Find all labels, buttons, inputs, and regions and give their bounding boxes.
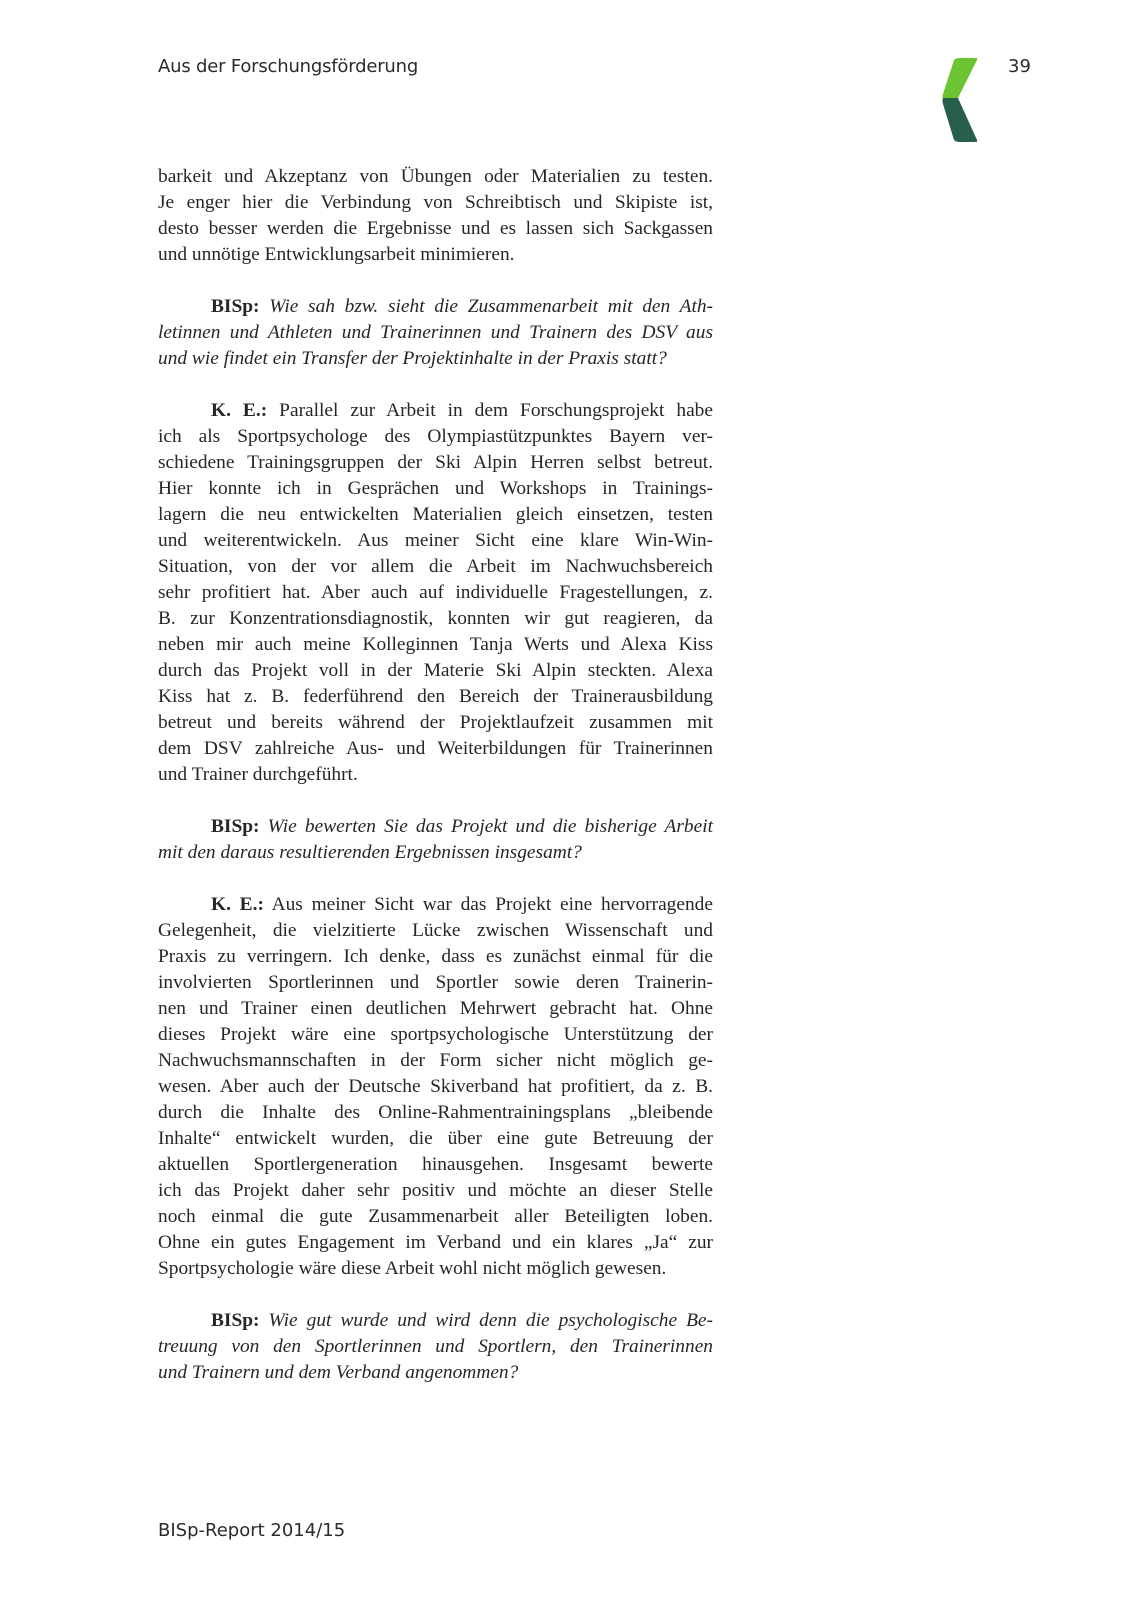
question-text: und wie findet ein Transfer der Projektinhalte in der Praxis statt? <box>158 348 667 369</box>
text-line <box>158 1152 713 1178</box>
speaker-label: BISp: <box>211 816 260 837</box>
question-text: mit den daraus resultierenden Ergebnissen insgesamt? <box>158 842 582 863</box>
answer-text: Gelegenheit, die vielzitierte Lücke zwischen Wissenschaft und <box>158 920 713 941</box>
answer-text: Je enger hier die Verbindung von Schreibtisch und Skipiste ist, <box>158 192 713 213</box>
answer-text: durch die Inhalte des Online-Rahmentrainingsplans „bleibende <box>158 1102 713 1123</box>
question-text: Wie gut wurde und wird denn die psychologische Be- <box>268 1310 713 1331</box>
answer-text: lagern die neu entwickelten Materialien gleich einsetzen, testen <box>158 504 713 525</box>
text-line <box>158 424 713 450</box>
answer-text: Parallel zur Arbeit in dem Forschungsprojekt habe <box>279 400 713 421</box>
text-line <box>158 1100 713 1126</box>
answer-text: Praxis zu verringern. Ich denke, dass es zunächst einmal für die <box>158 946 713 967</box>
text-line <box>158 580 713 606</box>
answer-text: Aus meiner Sicht war das Projekt eine hervorragende <box>271 894 713 915</box>
text-line <box>158 1022 713 1048</box>
speaker-label: K. E.: <box>211 894 264 915</box>
text-line <box>158 450 713 476</box>
text-line <box>158 294 713 320</box>
text-line <box>158 996 713 1022</box>
text-line <box>158 502 713 528</box>
logo-top-segment <box>943 58 978 98</box>
answer-text: und unnötige Entwicklungsarbeit minimieren. <box>158 244 515 265</box>
answer-text: neben mir auch meine Kolleginnen Tanja Werts und Alexa Kiss <box>158 634 713 655</box>
question-text: und Trainern und dem Verband angenommen? <box>158 1362 519 1383</box>
text-line <box>158 1256 713 1282</box>
answer-text: schiedene Trainingsgruppen der Ski Alpin Herren selbst betreut. <box>158 452 713 473</box>
text-line <box>158 684 713 710</box>
speaker-label: K. E.: <box>211 400 268 421</box>
text-line <box>158 216 713 242</box>
answer-text: Sportpsychologie wäre diese Arbeit wohl nicht möglich gewesen. <box>158 1258 667 1279</box>
logo-bottom-segment <box>943 98 978 142</box>
interview-answer <box>158 398 713 788</box>
answer-text: noch einmal die gute Zusammenarbeit aller Beteiligten loben. <box>158 1206 713 1227</box>
answer-text: Hier konnte ich in Gesprächen und Workshops in Trainings- <box>158 478 713 499</box>
text-line <box>158 736 713 762</box>
answer-text: Nachwuchsmannschaften in der Form sicher nicht möglich ge- <box>158 1050 713 1071</box>
text-line <box>158 528 713 554</box>
interview-question <box>158 1308 713 1386</box>
text-line <box>158 1204 713 1230</box>
text-line <box>158 1308 713 1334</box>
answer-text: sehr profitiert hat. Aber auch auf individuelle Fragestellungen, z. <box>158 582 713 603</box>
answer-text: dieses Projekt wäre eine sportpsychologische Unterstützung der <box>158 1024 713 1045</box>
text-line <box>158 840 713 866</box>
text-line <box>158 632 713 658</box>
answer-text: B. zur Konzentrationsdiagnostik, konnten wir gut reagieren, da <box>158 608 713 629</box>
text-line <box>158 658 713 684</box>
text-line <box>158 944 713 970</box>
answer-text: wesen. Aber auch der Deutsche Skiverband hat profitiert, da z. B. <box>158 1076 713 1097</box>
text-line <box>158 1048 713 1074</box>
text-line <box>158 1178 713 1204</box>
answer-text: Situation, von der vor allem die Arbeit im Nachwuchsbereich <box>158 556 713 577</box>
text-line <box>158 242 713 268</box>
answer-text: ich als Sportpsychologe des Olympiastützpunktes Bayern ver- <box>158 426 713 447</box>
interview-question <box>158 294 713 372</box>
answer-text: nen und Trainer einen deutlichen Mehrwert gebracht hat. Ohne <box>158 998 713 1019</box>
text-line <box>158 762 713 788</box>
text-line <box>158 190 713 216</box>
question-text: treuung von den Sportlerinnen und Sportlern, den Trainerinnen <box>158 1336 713 1357</box>
answer-text: und weiterentwickeln. Aus meiner Sicht eine klare Win-Win- <box>158 530 713 551</box>
page-number: 39 <box>1008 56 1031 77</box>
speaker-label: BISp: <box>211 296 260 317</box>
question-text: Wie bewerten Sie das Projekt und die bisherige Arbeit <box>267 816 713 837</box>
answer-continuation <box>158 164 713 268</box>
text-line <box>158 1126 713 1152</box>
answer-text: Kiss hat z. B. federführend den Bereich der Trainerausbildung <box>158 686 713 707</box>
interview-answer <box>158 892 713 1282</box>
text-line <box>158 970 713 996</box>
text-line <box>158 1230 713 1256</box>
text-line <box>158 476 713 502</box>
text-line <box>158 164 713 190</box>
running-head: Aus der Forschungsförderung <box>158 56 419 77</box>
text-line <box>158 814 713 840</box>
answer-text: barkeit und Akzeptanz von Übungen oder Materialien zu testen. <box>158 166 713 187</box>
text-line <box>158 606 713 632</box>
text-line <box>158 554 713 580</box>
text-line <box>158 1074 713 1100</box>
text-line <box>158 710 713 736</box>
text-line <box>158 892 713 918</box>
answer-text: desto besser werden die Ergebnisse und es lassen sich Sackgassen <box>158 218 713 239</box>
answer-text: durch das Projekt voll in der Materie Ski Alpin steckten. Alexa <box>158 660 713 681</box>
answer-text: Ohne ein gutes Engagement im Verband und ein klares „Ja“ zur <box>158 1232 713 1253</box>
answer-text: und Trainer durchgeführt. <box>158 764 358 785</box>
answer-text: betreut und bereits während der Projektlaufzeit zusammen mit <box>158 712 713 733</box>
answer-text: Inhalte“ entwickelt wurden, die über eine gute Betreuung der <box>158 1128 713 1149</box>
question-text: Wie sah bzw. sieht die Zusammenarbeit mit den Ath- <box>269 296 713 317</box>
text-line <box>158 918 713 944</box>
text-line <box>158 320 713 346</box>
text-line <box>158 1334 713 1360</box>
text-line <box>158 398 713 424</box>
interview-body <box>158 164 713 1386</box>
question-text: letinnen und Athleten und Trainerinnen und Trainern des DSV aus <box>158 322 713 343</box>
answer-text: dem DSV zahlreiche Aus- und Weiterbildungen für Trainerinnen <box>158 738 713 759</box>
answer-text: aktuellen Sportlergeneration hinausgehen. Insgesamt bewerte <box>158 1154 713 1175</box>
bisp-chevron-logo <box>940 58 980 142</box>
interview-question <box>158 814 713 866</box>
footer: BISp-Report 2014/15 <box>158 1520 346 1541</box>
text-line <box>158 346 713 372</box>
answer-text: involvierten Sportlerinnen und Sportler sowie deren Trainerin- <box>158 972 713 993</box>
speaker-label: BISp: <box>211 1310 260 1331</box>
answer-text: ich das Projekt daher sehr positiv und möchte an dieser Stelle <box>158 1180 713 1201</box>
text-line <box>158 1360 713 1386</box>
